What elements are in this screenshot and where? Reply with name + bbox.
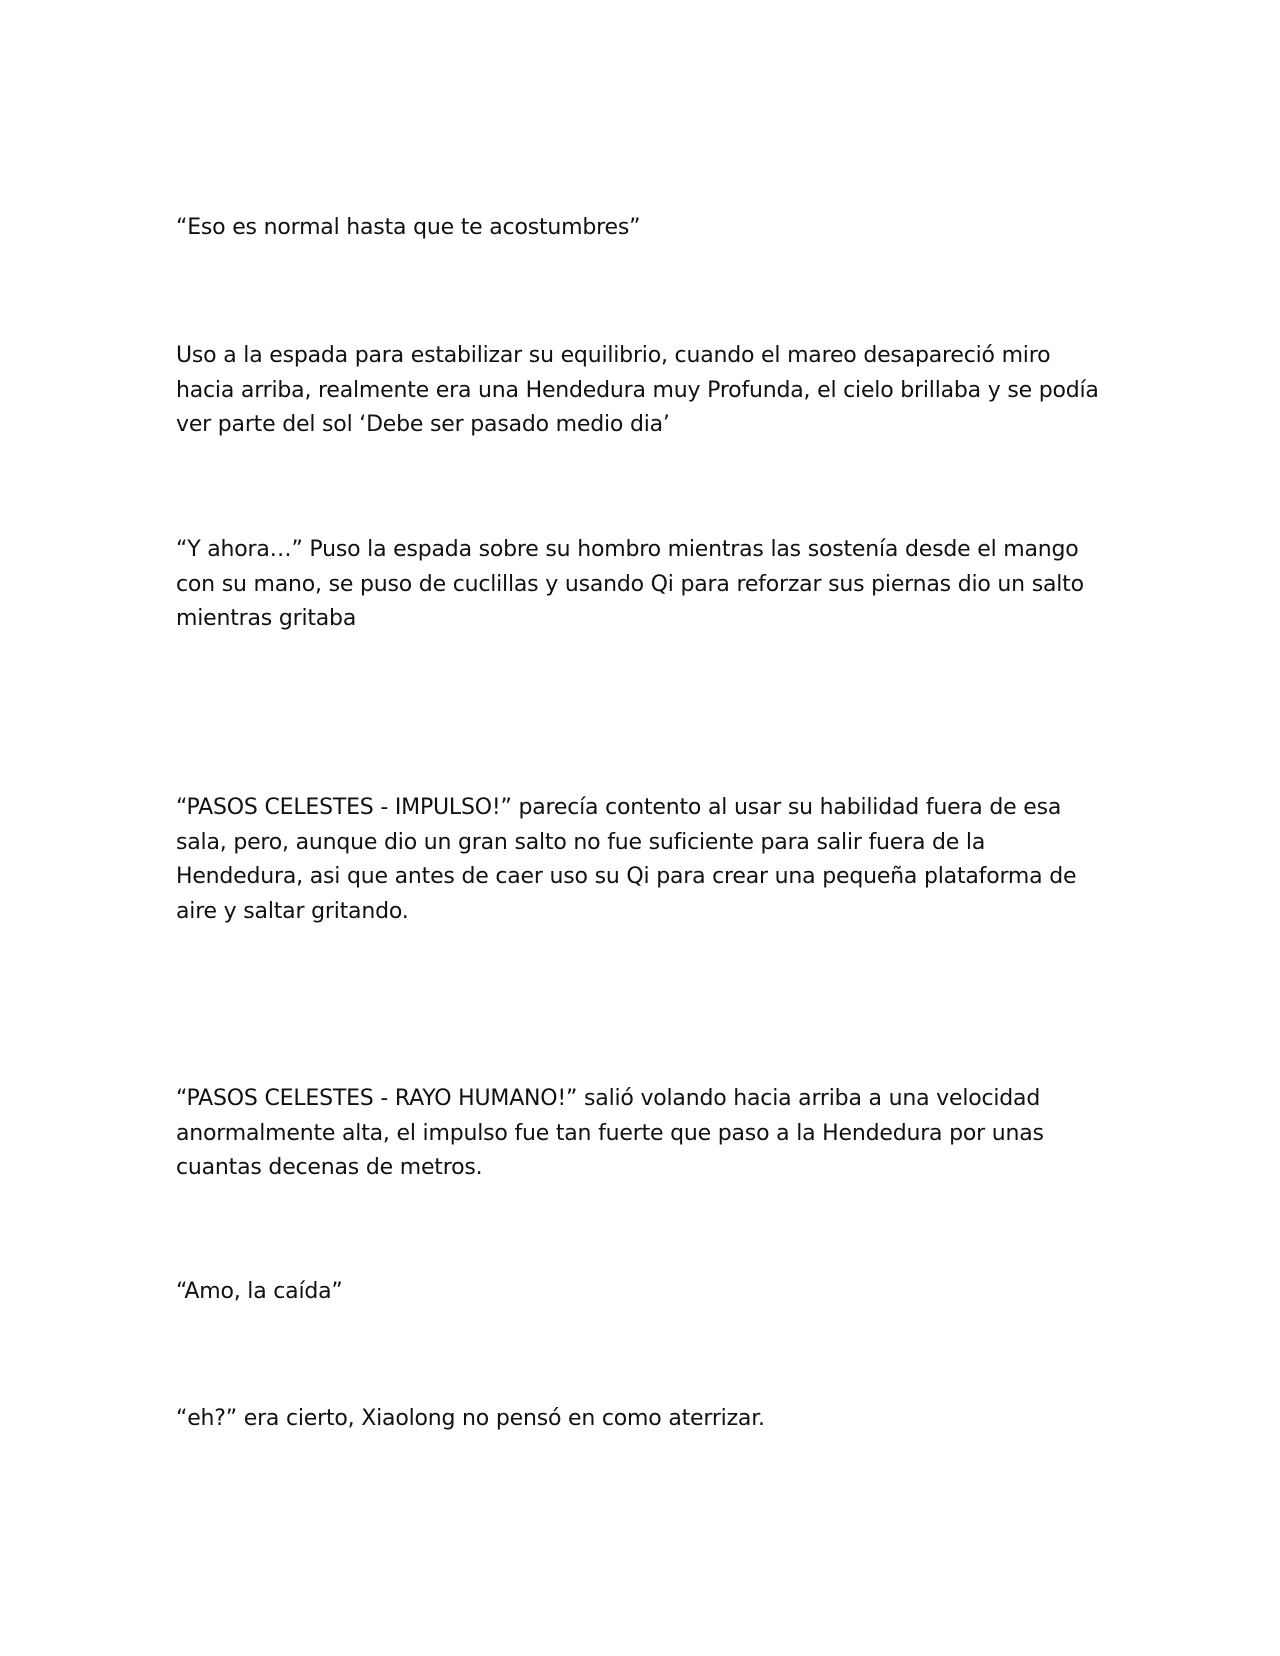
paragraph-narration-2: “Y ahora…” Puso la espada sobre su hombro mientras las sostenía desde el mango con su mano, se puso de cuclillas y usando Qi para reforzar sus piernas dio un salto mientras gritaba — [176, 537, 1091, 631]
paragraph-dialogue-2: “Amo, la caída” — [176, 1279, 343, 1304]
paragraph-narration-3: “PASOS CELESTES - IMPULSO!” parecía contento al usar su habilidad fuera de esa sala, pero, aunque dio un gran salto no fue suficiente para salir fuera de la Hendedura, asi que antes de caer uso su Qi para crear una pequeña plataforma de aire y saltar gritando. — [176, 795, 1084, 924]
paragraph-dialogue-1: “Eso es normal hasta que te acostumbres” — [176, 215, 641, 240]
paragraph-narration-4: “PASOS CELESTES - RAYO HUMANO!” salió volando hacia arriba a una velocidad anormalmente alta, el impulso fue tan fuerte que paso a la Hendedura por unas cuantas decenas de metros. — [176, 1086, 1051, 1180]
paragraph-dialogue-3: “eh?” era cierto, Xiaolong no pensó en como aterrizar. — [176, 1406, 765, 1431]
paragraph-narration-1: Uso a la espada para estabilizar su equilibrio, cuando el mareo desapareció miro hacia arriba, realmente era una Hendedura muy Profunda, el cielo brillaba y se podía ver parte del sol ‘Debe ser pasado medio dia’ — [176, 343, 1106, 437]
